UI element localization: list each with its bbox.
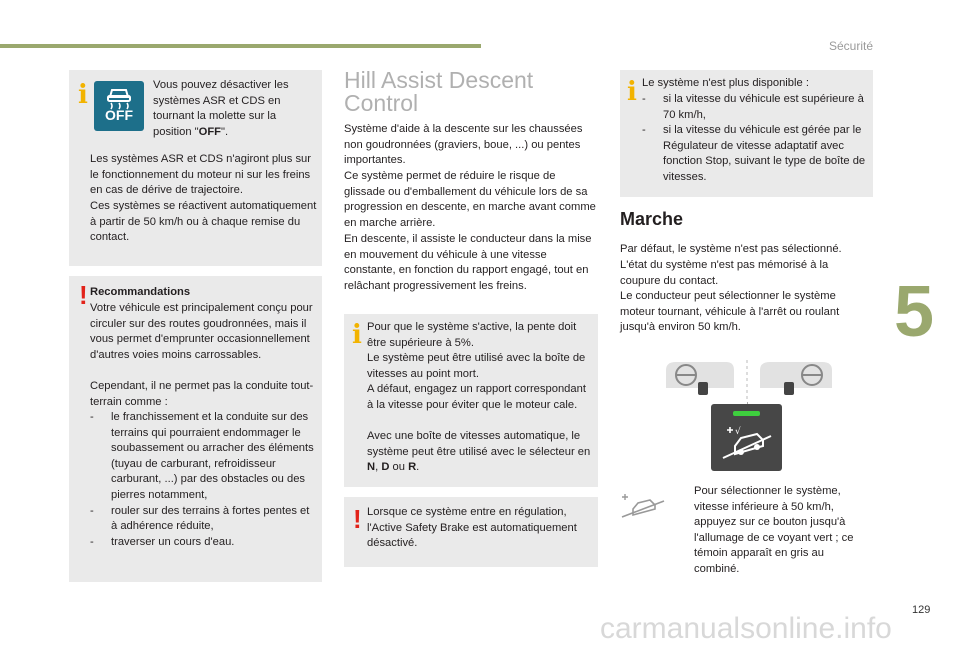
hill-descent-icon (719, 422, 775, 464)
section-title: Sécurité (829, 39, 874, 53)
hadc-info-l2: Le système peut être utilisé avec la boîte de vitesses au point mort. (367, 352, 586, 380)
marche-heading: Marche (620, 209, 684, 229)
list-item: - si la vitesse du véhicule est gérée par le Régulateur de vitesse adaptatif avec fonction Stop, suivant le type de boîte de vitesses. (642, 123, 870, 185)
chapter-number: 5 (894, 272, 935, 352)
recommendations-title: Recommandations (90, 286, 191, 298)
green-led-indicator (733, 411, 760, 416)
hadc-info-l3: A défaut, engagez un rapport correspondant à la vitesse pour éviter que le moteur cale. (367, 383, 586, 411)
marche-p2: L'état du système n'est pas mémorisé à la coupure du contact. (620, 259, 829, 287)
hadc-p1: Système d'aide à la descente sur les chaussées non goudronnées (graviers, boue, ...) ou pentes importantes. (344, 123, 583, 167)
hadc-info-l1: Pour que le système s'active, la pente doit être supérieure à 5%. (367, 321, 577, 349)
select-instruction: Pour sélectionner le système, vitesse inférieure à 50 km/h, appuyez sur ce bouton jusqu'à l'allumage de ce voyant vert ; ce témoin apparaît en gris au combiné. (694, 485, 854, 575)
availability-info-box (620, 70, 873, 197)
hadc-p3: En descente, il assiste le conducteur dans la mise en mouvement du véhicule à une vitesse constante, en fonction du rapport engagé, tout en relâchant progressivement les freins. (344, 233, 592, 292)
hadc-info-l4: Avec une boîte de vitesses automatique, le système peut être utilisé avec le sélecteur en N, D ou R. (367, 430, 591, 474)
list-item: - rouler sur des terrains à fortes pentes et à adhérence réduite, (90, 504, 318, 535)
warning-icon: ! (353, 504, 362, 534)
list-item: - si la vitesse du véhicule est supérieure à 70 km/h, (642, 92, 870, 123)
list-item: - traverser un cours d'eau. (90, 535, 318, 551)
list-item: - le franchissement et la conduite sur des terrains qui pourraient endommager le soubassement ou arracher des éléments (tuyau de carburant, refroidisseur carburant, ...) par des obstacles ou des pierres notamment, (90, 410, 318, 504)
hadc-info-box (344, 314, 598, 487)
svg-text:√: √ (735, 427, 741, 437)
asr-info-box (69, 70, 322, 266)
header-accent-bar (0, 44, 481, 48)
regulation-warning-text: Lorsque ce système entre en régulation, l'Active Safety Brake est automatiquement désactivé. (367, 506, 577, 550)
warning-icon: ! (79, 280, 88, 310)
availability-list (642, 92, 870, 186)
hadc-button[interactable] (711, 404, 782, 471)
watermark: carmanualsonline.info (600, 612, 892, 645)
steering-wheel-illustration (664, 360, 834, 402)
hadc-p2: Ce système permet de réduire le risque de glissade ou d'emballement du véhicule lors de sa progression en descente, en marche avant comme en marche arrière. (344, 170, 596, 229)
marche-p1: Par défaut, le système n'est pas sélectionné. (620, 243, 842, 255)
availability-intro: Le système n'est plus disponible : (642, 77, 809, 89)
page-number: 129 (912, 604, 931, 616)
hill-descent-small-icon (620, 491, 666, 521)
asr-intro-text: Vous pouvez désactiver les systèmes ASR et CDS en tournant la molette sur la position "OFF". (153, 79, 289, 138)
off-label: OFF (105, 107, 133, 123)
recommendations-p1: Votre véhicule est principalement conçu pour circuler sur des routes goudronnées, mais il vous permet d'emprunter occasionnellement d'autres voies moins carrossables. (90, 302, 313, 361)
info-icon: i (78, 80, 88, 110)
recommendations-list (90, 410, 318, 550)
car-skid-off-icon (94, 81, 144, 131)
asr-body-text: Les systèmes ASR et CDS n'agiront plus sur le fonctionnement du moteur ni sur les freins en cas de dérive de trajectoire. (90, 153, 312, 197)
recommendations-p2: Cependant, il ne permet pas la conduite tout-terrain comme : (90, 380, 314, 408)
info-icon: i (627, 77, 637, 107)
marche-p3: Le conducteur peut sélectionner le système moteur tournant, véhicule à l'arrêt ou roulant jusqu'à environ 50 km/h. (620, 290, 840, 334)
hadc-title: Hill Assist Descent Control (344, 67, 534, 116)
regulation-warning-box (344, 497, 598, 567)
asr-body-text-2: Ces systèmes se réactivent automatiquement à partir de 50 km/h ou à chaque remise du contact. (90, 200, 317, 244)
recommendations-box (69, 276, 322, 582)
info-icon: i (352, 320, 362, 350)
